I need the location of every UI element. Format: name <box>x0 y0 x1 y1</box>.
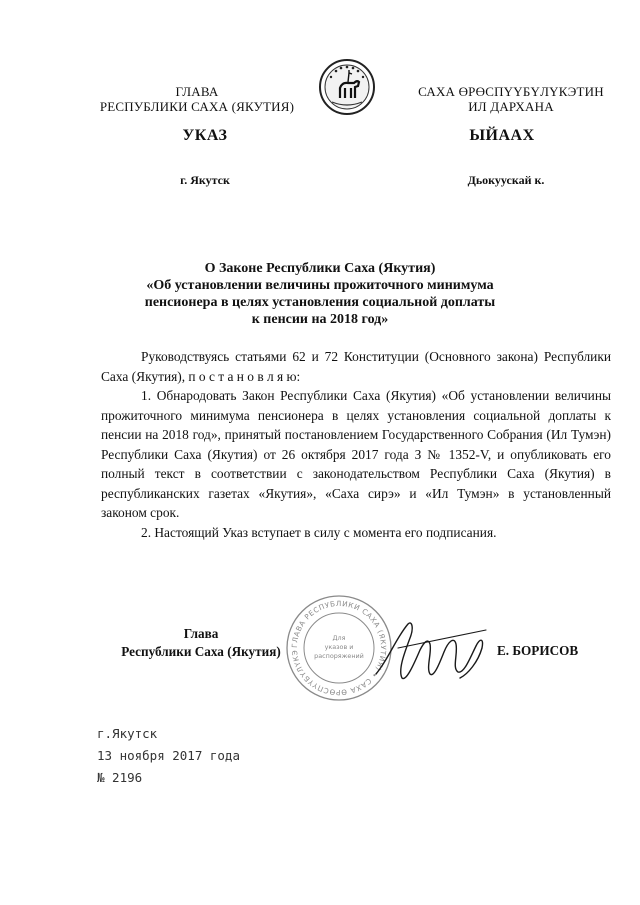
body-intro: Руководствуясь статьями 62 и 72 Конституции (Основного закона) Республики Саха (Якутия), п о с т а н о в л я ю: <box>101 349 611 384</box>
registration-number: № 2196 <box>97 770 143 785</box>
title-line-2: «Об установлении величины прожиточного минимума <box>146 278 494 293</box>
signatory-position-line1: Глава <box>183 626 219 641</box>
place-right: Дьокуускай к. <box>467 173 545 187</box>
header-left-line2: РЕСПУБЛИКИ САХА (ЯКУТИЯ) <box>99 99 295 114</box>
document-body <box>101 347 611 542</box>
seal-center-line3: распоряжений <box>314 652 364 660</box>
title-line-1: О Законе Республики Саха (Якутия) <box>204 261 436 276</box>
coat-of-arms-emblem <box>318 58 376 116</box>
header-left <box>72 84 322 114</box>
header-left-line1: ГЛАВА <box>175 84 219 99</box>
signatory-position-line2: Республики Саха (Якутия) <box>121 644 281 659</box>
title-line-4: к пенсии на 2018 год» <box>251 312 389 327</box>
registration-date: 13 ноября 2017 года <box>97 748 240 763</box>
title-line-3: пенсионера в целях установления социальной доплаты <box>144 295 496 310</box>
header-right <box>386 84 636 114</box>
seal-ring-text: ГЛАВА РЕСПУБЛИКИ САХА (ЯКУТИЯ) • САХА ӨРӨСПҮҮБҮЛҮКЭ <box>289 598 389 698</box>
place-left: г. Якутск <box>180 173 230 187</box>
handwritten-signature <box>368 608 498 688</box>
registration-block <box>97 725 337 787</box>
body-item-1: 1. Обнародовать Закон Республики Саха (Якутия) «Об установлении величины прожиточного минимума пенсионера в целях установления социальной доплаты к пенсии на 2018 год», принятый постановлением Государственного Собрания (Ил Тумэн) Республики Саха (Якутия) от 26 октября 2017 года З № 1352-V, и опубликовать его полный текст в соответствии с законодательством Республики Саха (Якутия) в республиканских газетах «Якутия», «Саха сирэ» и «Ил Тумэн» в установленный законом срок. <box>101 388 611 520</box>
doc-type-right: ЫЙААХ <box>469 127 535 144</box>
document-title <box>100 260 540 328</box>
header-right-line1: САХА ӨРӨСПҮҮБҮЛҮКЭТИН <box>418 84 604 99</box>
body-item-2: 2. Настоящий Указ вступает в силу с момента его подписания. <box>141 524 497 540</box>
header-right-line2: ИЛ ДАРХАНА <box>468 99 554 114</box>
doc-type-left: УКАЗ <box>182 127 228 144</box>
signatory-name: Е. БОРИСОВ <box>497 643 579 658</box>
signatory-position <box>101 625 301 661</box>
registration-city: г.Якутск <box>97 726 158 741</box>
seal-center-line2: указов и <box>324 643 354 651</box>
seal-center-line1: Для <box>332 634 346 642</box>
